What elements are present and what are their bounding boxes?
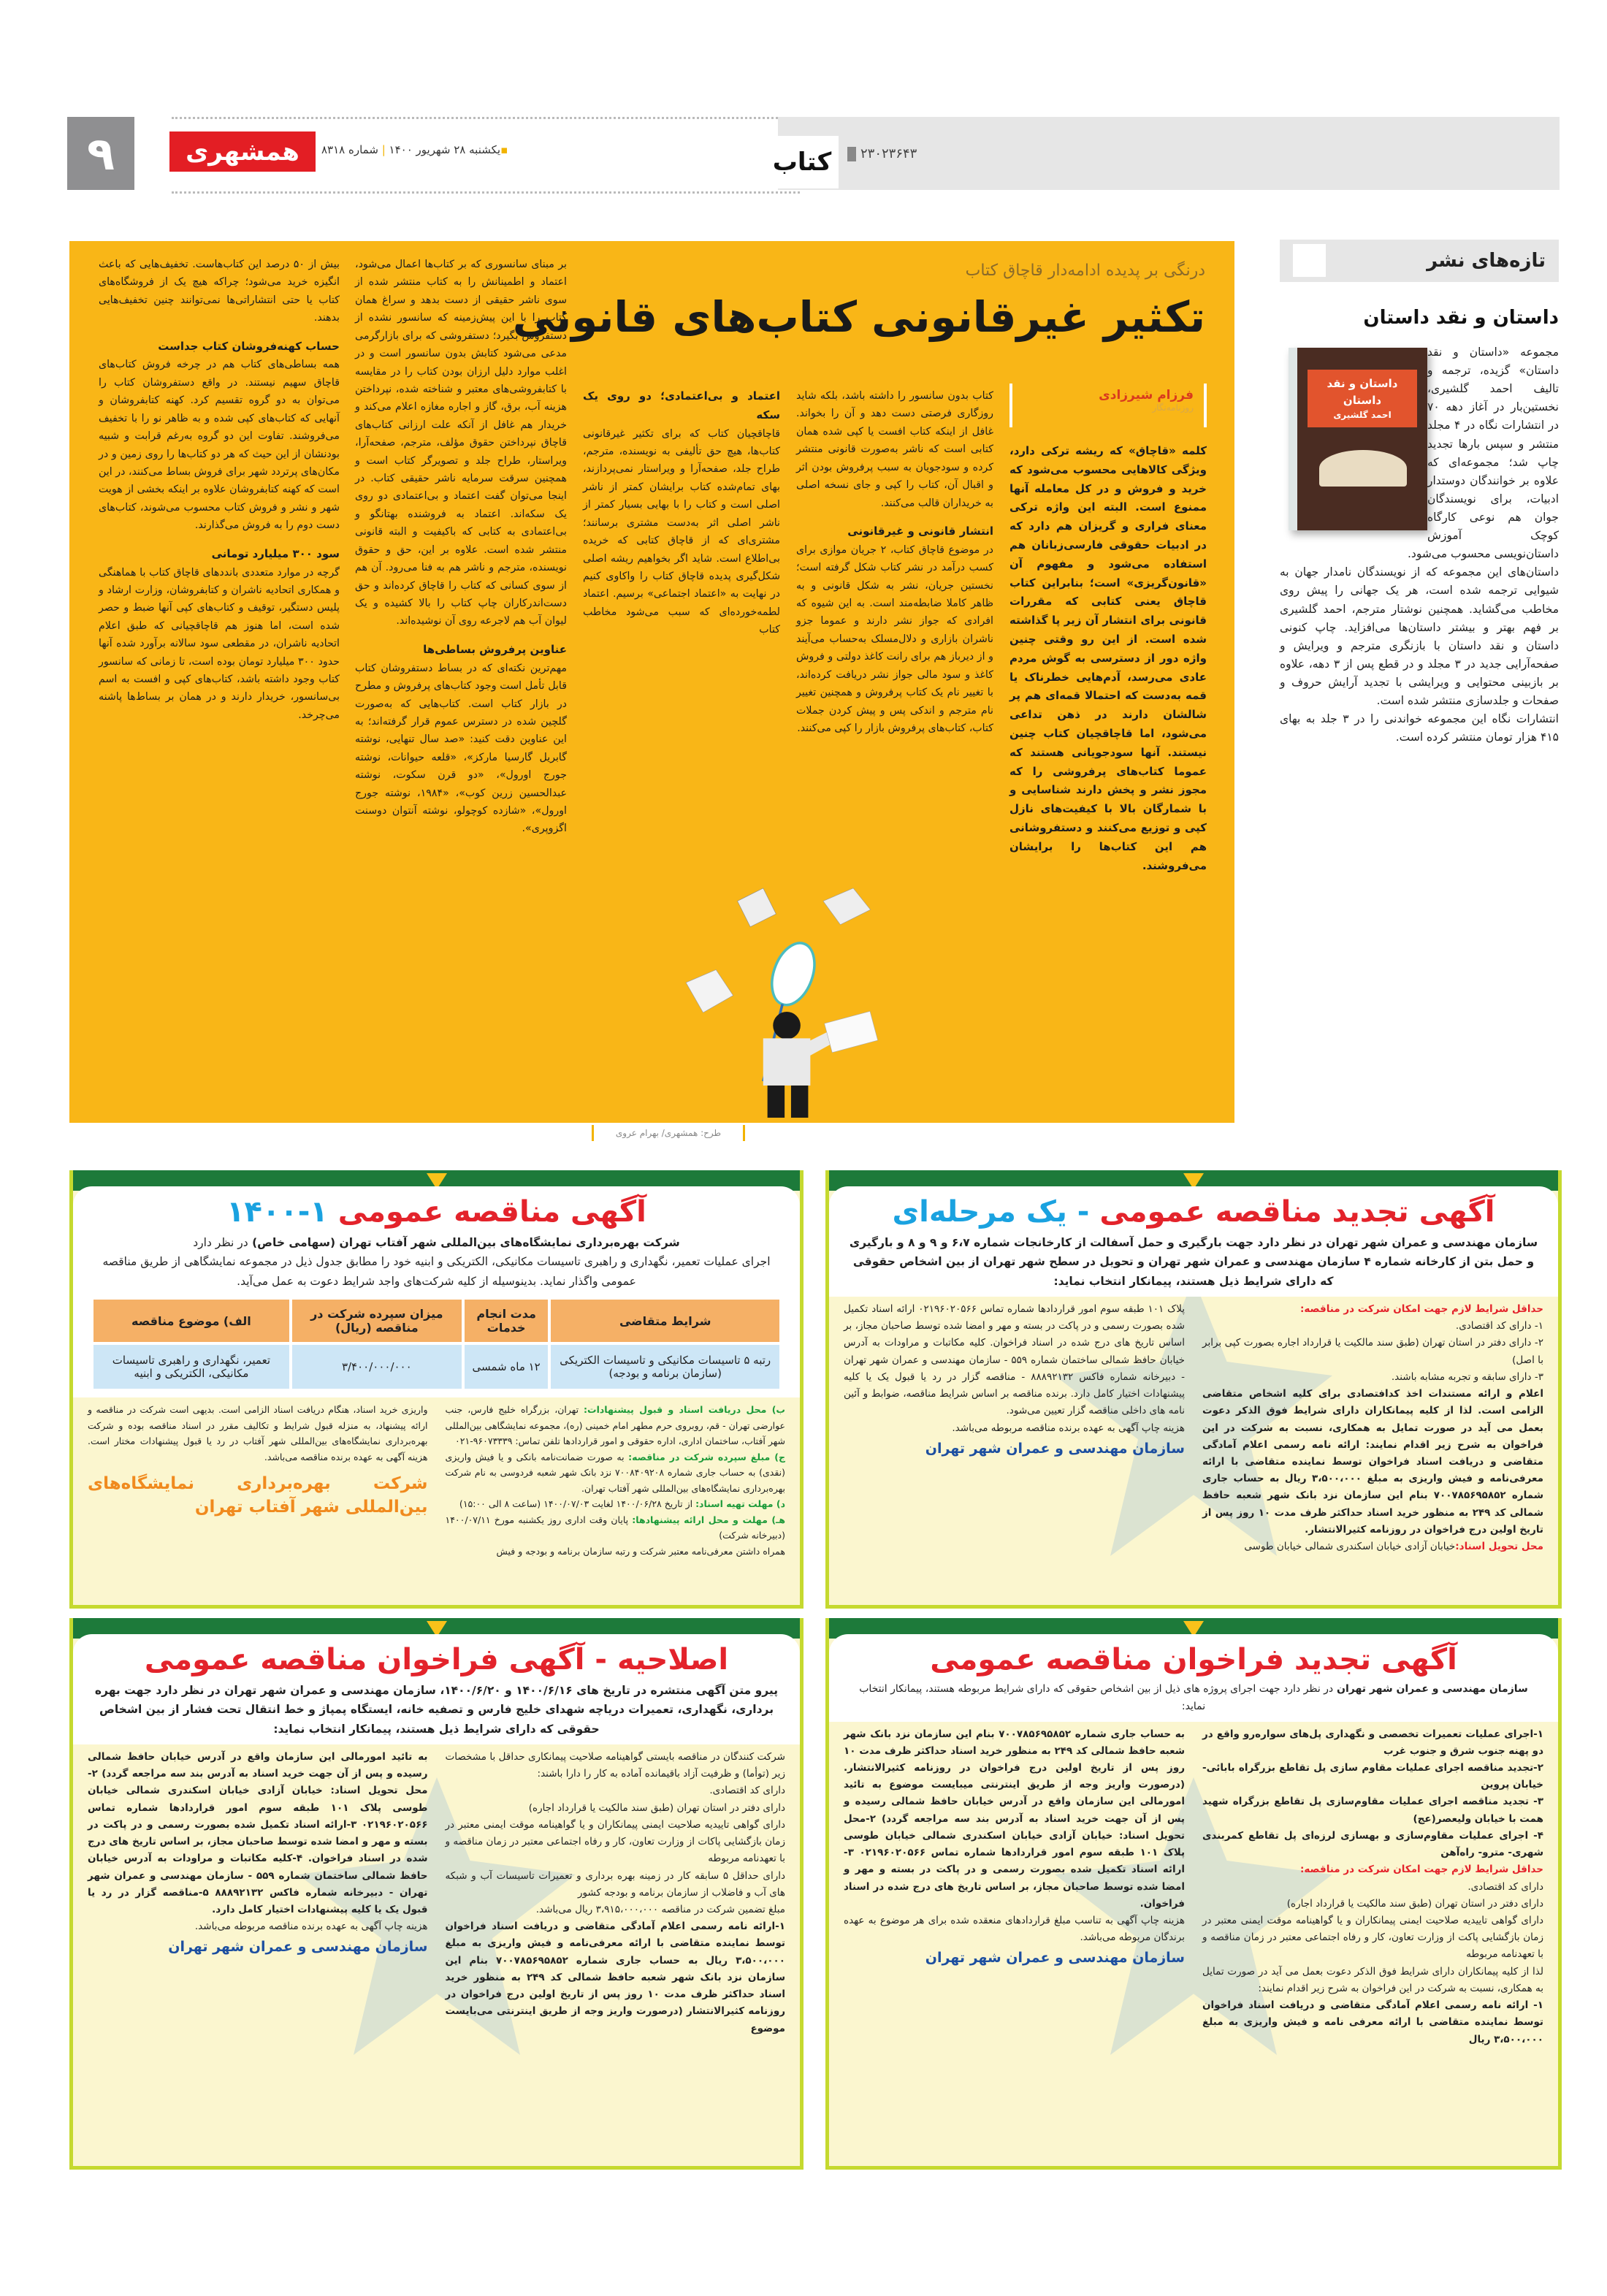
article-subheading: سود ۳۰۰ میلیارد تومانی (211, 546, 340, 560)
review-paragraph: داستان‌های این مجموعه که از نویسندگان نامدار جهان به شیوایی ترجمه شده است، هر یک جهانی را پیش روی مخاطب می‌گشاید. همچنین نوشتار مترجم، احمد گلشیری بر فهم بهتر و بیشتر داستان‌ها می‌افزاید. چاپ کنونی داستان و نقد داستان با بازنگری مترجم و ویرایش و صفحه‌آرایی جدید در ۳ مجلد و در قطع پس از ۳ دهه، علاوه بر بازبینی محتوایی و ویرایشی با تجدید آرایش حروف و صفحات و جلدسازی منتشر شده است. (1280, 565, 1559, 708)
condition-item: ۲- دارای دفتر در استان تهران (طبق سند مالکیت یا قرارداد اجاره بصورت کپی برابر با اصل) (1202, 1337, 1543, 1366)
issue-info: ▪یکشنبه ۲۸ شهریور ۱۴۰۰ | شماره ۸۳۱۸ (321, 143, 508, 156)
illustration-credit: طرح: همشهری/ بهرام عروی (592, 1125, 745, 1141)
article-paragraph: همه بساطی‌های کتاب هم در چرخه فروش کتاب‌های قاچاق سهیم نیستند. در واقع دستفروشان کتاب را می‌توان به دو گروه تقسیم کرد. کهنه کتابفروشان و آنهایی که کتاب‌های کپی شده و به ظاهر نو را با تخفیف می‌فروشند. تفاوت این دو گروه به‌رغم قرابت و شبیه بودنشان از این حیث که هر دو کتاب‌ها را روی زمین و در مکان‌های پرتردد شهر برای فروش بساط می‌کنند، در این است که کهنه کتابفروشان علاوه بر اینکه بخشی از هویت شهر و نشر و فروش کتاب محسوب می‌شوند، کتاب‌های دست دوم را به فروش می‌گذارند. (99, 359, 340, 532)
phone-number: ۲۳۰۲۳۶۴۳ (860, 146, 917, 161)
book-title: داستان و نقد داستان (1363, 307, 1559, 329)
section-label: د) مهلت تهیه اسناد: (695, 1498, 785, 1510)
condition-item: ۳- دارای سابقه و تجربه مشابه باشند. (1391, 1370, 1543, 1383)
flying-book-icon (823, 888, 871, 925)
article-lead: کلمه «قاچاق» که ریشه ترکی دارد، ویژگی کالاهایی محسوب می‌شود که خرید و فروش و در کل معامله آنها ممنوع است. البته این واژه ترکی معنای فراری و گریزان هم دارد که در ادبیات حقوقی فارسی‌زبانان هم استفاده می‌شود و مفهوم آن «قانون‌گریزی» است؛ بنابراین کتاب قاچاق یعنی کتابی که مقررات قانونی برای انتشار آن زیر پا گذاشته شده است. از این رو وقتی چنین واژه دور از دسترسی به گوش مردم عادی می‌رسد، آدم‌هایی خطرناک یا قمه به‌دست که احتمالا قمه‌ای هم پر شالشان دارند در ذهن تداعی می‌شود، اما قاچاقچیان کتاب چنین نیستند. آنها سودجویانی هستند که عموما کتاب‌های پرفروشی را که مجوز نشر و پخش دارند شناسایی و با شمارگان بالا با کیفیت‌های نازل کپی و توزیع می‌کنند و دستفروشانی هم این کتاب‌ها را برایشان می‌فروشند. (1009, 444, 1207, 872)
ad-intro-text: اجرای عملیات تعمیر، نگهداری و راهبری تاسیسات مکانیکی، الکتریکی و ابنیه خود را مطابق جدول ذیل در مجموعه نمایشگاهی از طریق مناقصه عمومی واگذار نماید. بدینوسیله از کلیه شرکت‌های واجد شرایط دعوت به عمل می‌آید. (102, 1255, 771, 1288)
newspaper-logo: همشهری (169, 131, 316, 172)
author-role: روزنامه‌نگار (1152, 403, 1194, 413)
section-phone (847, 146, 917, 161)
phone-icon (847, 147, 856, 161)
article-column (355, 256, 567, 838)
open-book-icon (1319, 450, 1407, 487)
book-stack-icon (825, 1011, 878, 1052)
article-paragraph: کتاب بدون سانسور را داشته باشد، بلکه شاید روزگاری فرصتی دست دهد و آن را بخواند. غافل از اینکه کتاب افست یا کپی شده همان کتابی است که ناشر به‌صورت قانونی منتشر کرده و سودجویان به سبب پرفروش بودن اثر و اقبال آن، کتاب را کپی و جای نسخه اصلی به خریداران قالب می‌کنند. (796, 390, 993, 509)
article-subheading: عناوین پرفروش بساطی‌ها (423, 642, 567, 656)
tender-table (91, 1297, 782, 1392)
review-paragraph: مجموعه «داستان و نقد داستان» گزیده، ترجمه و تالیف احمد گلشیری، نخستین‌بار در آغاز دهه ۷۰ در انتشارات نگاه در ۴ مجلد منتشر و سپس بارها تجدید چاپ شد؛ مجموعه‌ای که علاوه بر خوانندگان دوستدار ادبیات، برای نویسندگان جوان هم نوعی کارگاه کوچک آموزش داستان‌نویسی محسوب می‌شود. (1408, 346, 1559, 561)
ad-text: اعلام و ارائه مستندات اخذ کدافتصادی برای کلیه اشخاص متقاضی الزامی است. لذا از کلیه پیمانکاران دارای شرایط فوق الذکر دعوت بعمل می آید در صورت تمایل به همکاری، نسبت به شرکت در این فراخوان به شرح زیر اقدام نمایند: ارائه نامه رسمی اعلام آمادگی متقاضی و دریافت اسناد فراخوان توسط نماینده متقاضی با ارائه معرفی‌نامه و فیش واریزی به مبلغ ۳،۵۰۰،۰۰۰ ریال به حساب جاری شماره ۷۰۰۷۸۵۶۹۵۸۵۲ بنام این سازمان نزد بانک شهر شعبه حافظ شمالی کد ۲۴۹ به منظور خرید اسناد حداکثر ظرف مدت ۱۰ روز پس از تاریخ اولین درج فراخوان در روزنامه کثیرالانتشار. (1202, 1388, 1544, 1536)
divider (172, 117, 800, 119)
project-item: ۴- اجرای عملیات مقاوم‌سازی و بهسازی لرزه‌ای پل تقاطع کمربندی شهری- مترو- راه‌آهن (1202, 1829, 1543, 1859)
condition-item: دارای دفتر در استان تهران (طبق سند مالکیت یا قرارداد اجاره) (1286, 1897, 1543, 1910)
table-header: الف) موضوع مناقصه (93, 1300, 289, 1342)
ad-signature: سازمان مهندسی و عمران شهر تهران (925, 1950, 1185, 1967)
table-header: شرایط متقاضی (551, 1300, 779, 1342)
ad-intro: پیرو متن آگهی منتشره در تاریخ های ۱۴۰۰/۶/۱۶ و ۱۴۰۰/۶/۲۰، سازمان مهندسی و عمران شهر تهران در نظر دارد جهت بهره برداری، نگهداری، تعمیرات دریاچه شهدای خلیج فارس و تصفیه خانه، ایستگاه پمپاژ و خط انتقال تحت فشار از بین اشخاص حقوقی که دارای شرایط ذیل هستند، پیمانکار انتخاب نماید: (94, 1684, 779, 1736)
article-paragraph: در موضوع قاچاق کتاب، ۲ جریان موازی برای کسب درآمد در نشر کتاب شکل گرفته است؛ نخستین جریان، نشر به شکل قانونی و به ظاهر کاملا ضابطه‌مند است. به این شیوه که افرادی که جواز نشر دارند و عموما جزو ناشران بازاری و دلال‌مسلک به‌حساب می‌آیند و از دیرباز هم برای رانت کاغذ دولتی و فروش کاغذ و سود مالی جواز نشر دریافت کرده‌اند، با تغییر نام یک کتاب پرفروش و همچنین تغییر نام مترجم و اندکی پس و پیش کردن جملات کتاب، کتاب‌های پرفروش بازار را کپی می‌کنند. (796, 544, 993, 734)
ad-text: شرکت کنندگان در مناقصه بایستی گواهینامه صلاحیت پیمانکاری حداقل با مشخصات زیر (توأما) و ظرفیت آزاد باقیمانده آماده به کار را دارا باشند: (445, 1751, 785, 1780)
article-column (99, 256, 340, 724)
author-name: فرزام شیرزادی (1099, 388, 1194, 403)
conditions-title: حداقل شرایط لازم جهت امکان شرکت در مناقصه: (1299, 1303, 1543, 1316)
article-paragraph: بر مبنای سانسوری که بر کتاب‌ها اعمال می‌شود، اعتماد و اطمینانش را به کتاب منتشر شده از سوی ناشر حقیقی از دست بدهد و سراغ همان کتاب را با این پیش‌زمینه که سانسور نشده از دستفروش بگیرد؛ دستفروشی که برای بازارگرمی مدعی می‌شود کتابش بدون سانسور است و در اغلب موارد دلیل ارزان بودن کتاب را در مقایسه با کتابفروشی‌های معتبر و شناخته شده، نپرداختن هزینه آب، برق، گاز و اجاره مغازه اعلام می‌کند و خریدار هم غافل از آنکه علت ارزانی کتاب‌های قاچاق نپرداختن حقوق مؤلف، مترجم، صفحه‌آرا، ویراستار، طراح جلد و تصویرگر کتاب است و همچنین سرقت سرمایه ناشر حقیقی کتاب. در اینجا می‌توان گفت اعتماد و بی‌اعتمادی دو روی یک سکه‌اند. اعتماد به فروشنده بهتانگو و بی‌اعتمادی به کتابی که باکیفیت و البته قانونی منتشر شده است. علاوه بر این، حق و حقوق نویسنده، مترجم و ناشر هم به فنا می‌رود. آن هم از سوی کسانی که کتاب را قاچاق کرده‌اند و حق دست‌اندرکاران چاپ کتاب را بالا کشیده و یک لیوان آب هم لاجرعه روی آن نوشیده‌اند. (355, 259, 567, 628)
project-item: ۲-تجدید مناقصه اجرای عملیات مقاوم سازی پل تقاطع بزرگراه بابائی- خیابان پروین (1202, 1762, 1543, 1791)
ad-title: اصلاحیه - آگهی فراخوان مناقصه عمومی (144, 1643, 729, 1677)
ad-intro-text: در نظر دارد (193, 1236, 248, 1249)
condition-item: دارای کد اقتصادی. (709, 1785, 785, 1797)
table-header: میزان سپرده شرکت در مناقصه (ریال) (292, 1300, 462, 1342)
ad-title-text: آگهی مناقصه عمومی (337, 1195, 646, 1229)
ad-text: تهران، بزرگراه خلیج فارس، جنب عوارضی تهران - قم، روبروی حرم مطهر امام خمینی (ره)، مجموعه نمایشگاهی بین‌المللی شهر آفتاب، ساختمان اداری، اداره حقوقی و امور قراردادها تلفن تماس: ۹۶۰۷۳۳۳۹-۰۲۱ (445, 1404, 785, 1447)
tender-ad-exhibition (69, 1170, 804, 1609)
ad-text: پلاک ۱۰۱ طبقه سوم امور قراردادها شماره تماس ۰۲۱۹۶۰۲۰۵۶۶ ارائه اسناد تکمیل شده بصورت رسمی و در پاکت در بسته و مهر و امضا شده توسط صاحبان مجاز، بر اساس تاریخ های درج شده در اسناد فراخوان. کلیه مکاتبات و مراودات به آدرس خیابان حافظ شمالی ساختمان شماره ۵۵۹ - سازمان مهندسی و عمران شهر تهران - دبیرخانه شماره فاکس ۸۸۸۹۲۱۳۲ - مناقصه گزار در رد یا قبول یک یا کلیه پیشنهادات اختیار کامل دارد. برنده مناقصه بر اساس شرایط مناقصه، ضوابط و آئین نامه های داخلی مناقصه گزار تعیین می‌شود. (844, 1303, 1186, 1417)
conditions-title: حداقل شرایط لازم جهت امکان شرکت در مناقصه: (1299, 1864, 1543, 1876)
page-number: ۹ (67, 117, 134, 190)
book-thief-illustration (584, 884, 993, 1118)
ad-title (91, 1195, 782, 1229)
tender-ad-correction (69, 1618, 804, 2170)
heading-box-icon (1293, 244, 1326, 277)
ad-text: به صورت ضمانت‌نامه بانکی و یا فیش واریزی (نقدی) به حساب جاری شماره ۷۰۰۸۴۰۹۲۰۸ نزد بانک شهر شعبه فردوسی به نام شرکت بهره‌برداری نمایشگاه‌های بین‌المللی شهر آفتاب تهران. (445, 1451, 785, 1494)
flying-book-icon (738, 888, 776, 927)
article-column (796, 387, 993, 737)
ad-fee-note: هزینه چاپ آگهی به تناسب مبلغ قراردادهای منعقده شده برای هر موضوع به عهده برندگان مربوطه می‌باشد. (844, 1915, 1185, 1944)
ad-text: ۱- ارائه نامه رسمی اعلام آمادگی متقاضی و دریافت اسناد فراخوان توسط نماینده متقاضی با ارائه معرفی نامه و فیش واریزی به مبلغ ۳،۵۰۰،۰۰۰ ریال (1202, 1999, 1543, 2045)
ad-title-suffix: - یک مرحله‌ای (892, 1195, 1090, 1229)
ad-intro (91, 1233, 782, 1291)
condition-item: دارای حداقل ۵ سابقه کار در زمینه بهره برداری و تعمیرات تاسیسات آب و شبکه های آب و فاضلاب از سازمان برنامه و بودجه کشور (445, 1869, 785, 1899)
ad-text: خیابان آزادی خیابان اسکندری شمالی خیابان طوسی (1244, 1541, 1456, 1553)
article-subheading: اعتماد و بی‌اعتمادی؛ دو روی یک سکه (583, 389, 780, 422)
cover-author: احمد گلشیری (1333, 410, 1392, 420)
ad-text: از تاریخ ۱۴۰۰/۰۶/۲۸ لغایت ۱۴۰۰/۰۷/۰۳ (ساعت ۸ الی ۱۵:۰۰) (459, 1498, 693, 1510)
article-subheading: انتشار قانونی و غیرقانونی (847, 524, 993, 538)
table-cell: ۱۲ ماه شمسی (465, 1345, 549, 1389)
org-name: سازمان مهندسی و عمران شهر تهران (1337, 1683, 1528, 1695)
condition-item: دارای دفتر در استان تهران (طبق سند مالکیت یا قرارداد اجاره) (528, 1801, 785, 1814)
condition-item: دارای گواهی تاییدیه صلاحیت ایمنی پیمانکاران و یا گواهینامه موقت ایمنی معتبر در زمان بازگشایی پاکات از وزارت تعاون، کار و رفاه اجتماعی معتبر در زمان مناقصه و با تعهدنامه مربوطه (445, 1818, 785, 1865)
ad-title: آگهی تجدید فراخوان مناقصه عمومی (930, 1643, 1457, 1677)
ad-intro-text: در نظر دارد جهت اجرای پروژه های ذیل از بین اشخاص حقوقی که دارای شرایط مربوطه هستند، پیمانکار انتخاب نماید: (859, 1683, 1334, 1712)
ad-text: به حساب جاری شماره ۷۰۰۷۸۵۶۹۵۸۵۲ بنام این سازمان نزد بانک شهر شعبه حافظ شمالی کد ۲۴۹ به منظور خرید اسناد حداکثر ظرف مدت ۱۰ روز پس از تاریخ اولین درج فراخوان در روزنامه کثیرالانتشار. (درصورت واریز وجه از طریق اینترنتی میبایست موضوع به تائید امورمالی این سازمان واقع در آدرس خیابان حافظ شمالی رسیده و پس از آن جهت خرید اسناد به آدرس بند سه مراجعه گردد) ۲-محل تحویل اسناد: خیابان آزادی خیابان اسکندری شمالی خیابان طوسی پلاک ۱۰۱ طبقه سوم امور قراردادها شماره تماس ۰۲۱۹۶۰۲۰۵۶۶ ۳-ارائه اسناد تکمیل شده بصورت رسمی و در پاکت در بسته و مهر و امضا شده توسط صاحبان مجاز، بر اساس تاریخ های درج شده در اسناد فراخوان. (844, 1728, 1186, 1910)
article-paragraph: مهم‌ترین نکته‌ای که در بساط دستفروشان کتاب قابل تأمل است وجود کتاب‌های پرفروش و مطرح در بازار کتاب است. کتاب‌هایی که به‌صورت گلچین شده در دسترس عموم قرار گرفته‌اند؛ به این عناوین دقت کنید: «صد سال تنهایی، نوشته گابریل گارسیا مارکز»، «قلعه حیوانات، نوشته جورج اورول»، «دو قرن سکوت، نوشته عبدالحسین زرین کوب»، «۱۹۸۴، نوشته جورج اورول»، «شازده کوچولو، نوشته آنتوان دوسنت اگزوپری». (355, 662, 567, 835)
new-releases-sidebar (1280, 240, 1559, 1127)
section-label: هـ) مهلت و محل ارائه پیشنهادها: (632, 1514, 785, 1525)
ad-intro (847, 1681, 1541, 1716)
section-title: کتاب (766, 136, 839, 188)
section-label: ب) محل دریافت اسناد و قبول پیشنهادات: (584, 1404, 785, 1416)
issue-number: شماره ۸۳۱۸ (321, 143, 378, 156)
ad-number: ۱-۱۴۰۰ (226, 1195, 328, 1229)
main-article (69, 241, 1234, 1123)
book-review (1280, 343, 1559, 747)
ad-text: واریزی خرید اسناد، هنگام دریافت اسناد الزامی است. بدیهی است شرکت در مناقصه و ارائه پیشنهاد، به منزله قبول شرایط و تکالیف مقرر در اسناد مناقصه بوده و شرکت بهره‌برداری نمایشگاه‌های بین‌المللی شهر آفتاب در رد یا قبول پیشنهادات مختار است. هزینه آگهی به عهده برنده مناقصه می‌باشد. (88, 1404, 428, 1462)
ad-intro (847, 1233, 1541, 1291)
table-row (93, 1345, 779, 1389)
ad-signature: شرکت بهره‌برداری نمایشگاه‌های بین‌المللی شهر آفتاب تهران (88, 1474, 428, 1517)
section-label: محل تحویل اسناد: (1455, 1541, 1543, 1553)
condition-item: دارای کد اقتصادی. (1467, 1880, 1543, 1893)
org-name: سازمان مهندسی و عمران شهر تهران (1326, 1236, 1538, 1249)
table-cell: ۳/۴۰۰/۰۰۰/۰۰۰ (292, 1345, 462, 1389)
article-subheading: حساب کهنه‌فروشان کتاب جداست (158, 339, 340, 353)
ad-title (847, 1195, 1541, 1229)
project-item: ۱-اجرای عملیات تعمیرات تخصصی و نگهداری پل‌های سواره‌رو واقع در دو پهنه جنوب شرق و جنوب غرب (1202, 1728, 1543, 1757)
article-kicker: درنگی بر پدیده ادامه‌دار قاچاق کتاب (965, 262, 1205, 280)
company-name: شرکت بهره‌برداری نمایشگاه‌های بین‌المللی شهر آفتاب تهران (سهامی خاص) (252, 1236, 680, 1249)
ad-text: لذا از کلیه پیمانکاران دارای شرایط فوق الذکر دعوت بعمل می آید در صورت تمایل به همکاری، نسبت به شرکت در این فراخوان به شرح زیر اقدام نمایند: (1202, 1965, 1543, 1994)
table-cell: رتبه ۵ تاسیسات مکانیکی و تاسیسات الکتریکی (سازمان برنامه و بودجه) (551, 1345, 779, 1389)
condition-item: دارای گواهی تاییدیه صلاحیت ایمنی پیمانکاران و یا گواهینامه موقت ایمنی معتبر در زمان بازگشایی پاکت از وزارت تعاون، کار و رفاه اجتماعی معتبر در زمان مناقصه و با تعهدنامه مربوطه (1202, 1915, 1543, 1961)
ad-signature: سازمان مهندسی و عمران شهر تهران (168, 1939, 428, 1956)
sidebar-heading-text: تازه‌های نشر (1427, 250, 1546, 272)
ad-text: پایان وقت اداری روز یکشنبه مورخ ۱۴۰۰/۰۷/۱۱ (دبیرخانه شرکت) (445, 1514, 785, 1541)
condition-item: مبلغ تضمین شرکت در مناقصه ۳،۹۱۵،۰۰۰،۰۰۰ ریال می‌باشد. (535, 1904, 785, 1915)
ad-title-text: آگهی تجدید مناقصه عمومی (1099, 1195, 1495, 1229)
issue-date: یکشنبه ۲۸ شهریور ۱۴۰۰ (389, 143, 501, 156)
article-paragraph: قاچاقچیان کتاب که برای تکثیر غیرقانونی کتاب‌ها، هیچ حق تألیفی به نویسنده، مترجم، طراح جلد، صفحه‌آرا و ویراستار نمی‌پردازند، بهای تمام‌شده کتاب برایشان کمتر از ناشر اصلی است و کتاب را با بهایی بسیار کمتر از ناشر اصلی اثر به‌دست مشتری برسانند؛ مشتری‌ای که از قاچاق کتابی که خریده بی‌اطلاع است. شاید اگر بخواهیم ریشه اصلی شکل‌گیری پدیده قاچاق کتاب را واکاوی کنیم در نهایت به «اعتماد اجتماعی» برسیم. اعتماد لطمه‌خورده‌ای که سبب می‌شود مخاطب کتاب (583, 427, 780, 636)
article-column (1009, 442, 1207, 875)
section-label: ج) مبلغ سپرده شرکت در مناقصه: (628, 1451, 785, 1462)
ad-fee-note: هزینه چاپ آگهی به عهده برنده مناقصه مربوطه می‌باشد. (194, 1921, 428, 1933)
ad-text: ۱-ارائه نامه رسمی اعلام آمادگی متقاضی و دریافت اسناد فراخوان توسط نماینده متقاضی با ارائه معرفی‌نامه و فیش واریزی به مبلغ ۳،۵۰۰،۰۰۰ ریال به حساب جاری شماره ۷۰۰۷۸۵۶۹۵۸۵۲ بنام این سازمان نزد بانک شهر شعبه حافظ شمالی کد ۲۴۹ به منظور خرید اسناد حداکثر ظرف مدت ۱۰ روز پس از تاریخ اولین درج فراخوان در روزنامه کثیرالانتشار (درصورت واریز وجه از طریق اینترنتی می‌بایست موضوع (445, 1921, 786, 2034)
article-column (583, 387, 780, 639)
article-paragraph: گرچه در موارد متعددی بانددهای قاچاق کتاب با هماهنگی و همکاری اتحادیه ناشران و کتابفروشان، وزارت ارشاد و پلیس دستگیر، توقیف و کتاب‌های کپی آنها ضبط و حصر شده است، اما هنوز هم قاچاقچیانی که طبق اعلام اتحادیه ناشران، در مقطعی سود سالانه برآورد شده آنها حدود ۳۰۰ میلیارد تومان بوده است، تا زمانی که سانسور کتاب وجود داشته باشد، کتاب‌های کپی و افست به اسم بی‌سانسور، خریدار دارند و در همان بر بساط‌ها پاشنه می‌چرخد. (99, 566, 340, 721)
ad-signature: سازمان مهندسی و عمران شهر تهران (925, 1440, 1185, 1457)
project-item: ۳- تجدید مناقصه اجرای عملیات مقاوم‌سازی پل تقاطع بزرگراه شهید همت با خیابان ولیعصر(عج) (1202, 1796, 1543, 1825)
ad-text: به تائید امورمالی این سازمان واقع در آدرس خیابان حافظ شمالی رسیده و پس از آن جهت خرید اسناد به آدرس بند سه مراجعه گردد) ۲-محل تحویل اسناد: خیابان آزادی خیابان اسکندری شمالی خیابان طوسی پلاک ۱۰۱ طبقه سوم امور قراردادها شماره تماس ۰۲۱۹۶۰۲۰۵۶۶ ۳-ارائه اسناد تکمیل شده بصورت رسمی و در پاکت در بسته و مهر و امضا شده توسط صاحبان مجاز، بر اساس تاریخ های درج شده در اسناد فراخوان. ۴-کلیه مکاتبات و مراودات به آدرس خیابان حافظ شمالی ساختمان شماره ۵۵۹ - سازمان مهندسی و عمران شهر تهران - دبیرخانه شماره فاکس ۸۸۸۹۲۱۳۲ ۵-مناقصه گزار در رد یا قبول یک یا کلیه پیشنهادات اختیار کامل دارد. (88, 1751, 428, 1915)
article-headline: تکثیر غیرقانونی کتاب‌های قانونی (512, 292, 1205, 342)
table-cell: تعمیر، نگهداری و راهبری تاسیسات مکانیکی، الکتریکی و ابنیه (93, 1345, 289, 1389)
book-cover-image (1289, 348, 1427, 530)
ad-text: همراه داشتن معرفی‌نامه معتبر شرکت و رتبه سازمان برنامه و بودجه و فیش (496, 1545, 785, 1557)
article-paragraph: بیش از ۵۰ درصد این کتاب‌هاست. تخفیف‌هایی که باعث انگیزه خرید می‌شود؛ چراکه هیچ یک از فروشگاه‌های کتاب یا حتی انتشاراتی‌ها نمی‌توانند چنین تخفیف‌هایی بدهند. (99, 259, 340, 324)
table-header: مدت انجام خدمات (465, 1300, 549, 1342)
sidebar-heading (1280, 240, 1559, 282)
review-paragraph: انتشارات نگاه این مجموعه خواندنی را در ۳ جلد به بهای ۴۱۵ هزار تومان منتشر کرده است. (1280, 712, 1559, 744)
cover-title: داستان و نقد داستان (1327, 377, 1398, 407)
condition-item: ۱- دارای کد اقتصادی. (1455, 1320, 1543, 1332)
flying-book-icon (686, 969, 733, 1012)
divider (172, 191, 800, 194)
tender-ad-bridges (825, 1618, 1562, 2170)
ad-intro-text: در نظر دارد جهت بارگیری و حمل آسفالت از کارخانجات شماره ۶،۷ و ۹ و ۸ و بارگیری و حمل بتن از کارخانه شماره ۴ سازمان مهندسی و عمران شهر تهران و تحویل در سطح شهر تهران از بین اشخاص حقوقی که دارای شرایط ذیل هستند، پیمانکار انتخاب نماید: (849, 1236, 1535, 1288)
byline (1009, 384, 1207, 427)
tender-ad-asphalt (825, 1170, 1562, 1609)
ad-fee-note: هزینه چاپ آگهی به عهده برنده مناقصه مربوطه می‌باشد. (952, 1422, 1185, 1434)
